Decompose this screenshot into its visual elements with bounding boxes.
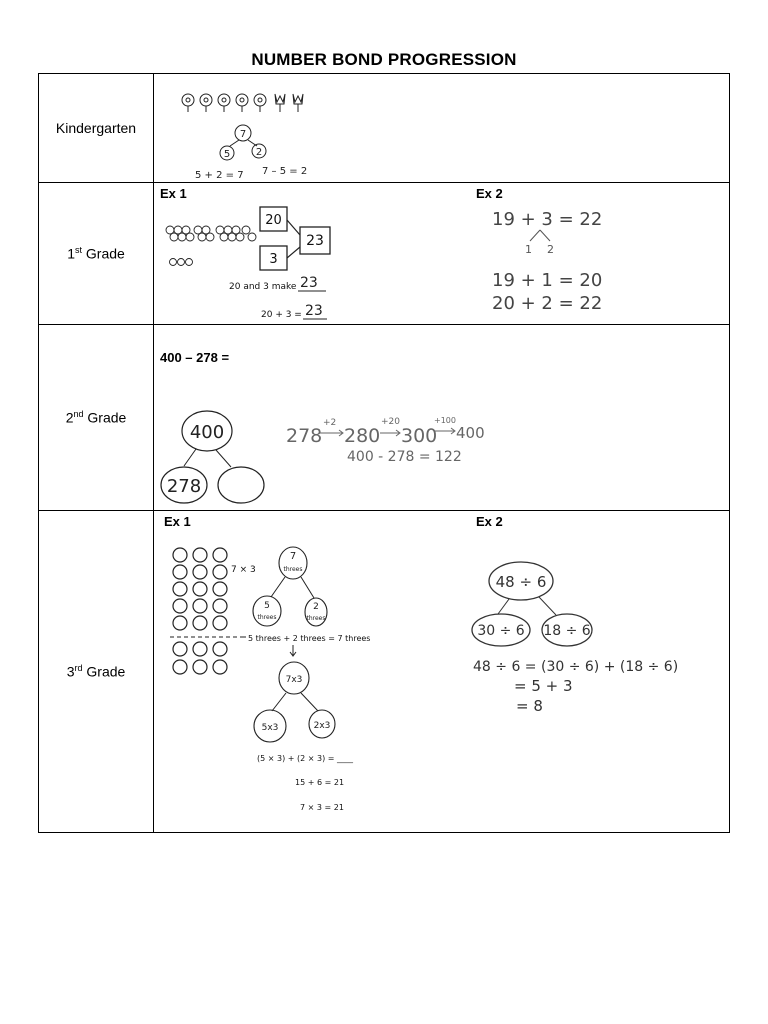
- grade-label-kindergarten: Kindergarten: [39, 74, 154, 183]
- 2nd-grade-number-bond: [154, 325, 730, 510]
- page-title: NUMBER BOND PROGRESSION: [251, 50, 517, 69]
- ex2-label: Ex 2: [476, 186, 503, 201]
- box-20-value: 20: [265, 213, 282, 228]
- addition-sentence-answer: 23: [305, 303, 323, 319]
- whole-value: 400: [189, 422, 225, 443]
- row-2nd-grade: [39, 325, 730, 511]
- problem-statement: 400 – 278 =: [160, 350, 230, 365]
- chain-end: 400: [456, 424, 485, 442]
- kindergarten-example-cell: [154, 74, 730, 183]
- threes-sentence: 5 threes + 2 threes = 7 threes: [248, 634, 371, 643]
- threes-part-2-sub: threes: [306, 615, 326, 622]
- addition-sentence: 20 + 3 =: [261, 310, 302, 320]
- ex2-part-1: 1: [525, 243, 532, 256]
- row-1st-grade: [39, 183, 730, 325]
- result-equation: 7 × 3 = 21: [300, 803, 344, 812]
- box-3-value: 3: [269, 252, 278, 267]
- grade-ordinal: rd: [74, 663, 83, 674]
- product-part-1-value: 5x3: [261, 723, 279, 733]
- array-label: 7 × 3: [231, 565, 256, 575]
- chain-step-1: +2: [323, 418, 337, 428]
- grape-icons: [166, 226, 256, 266]
- grade-label-1st: [39, 183, 154, 325]
- distributive-equation: (5 × 3) + (2 × 3) = ____: [257, 754, 353, 763]
- part-value-1: 5: [223, 149, 231, 160]
- threes-part-2-value: 2: [313, 602, 319, 612]
- division-whole-value: 48 ÷ 6: [495, 573, 547, 591]
- whole-value: 7: [239, 129, 247, 140]
- ex2-part-2: 2: [547, 243, 554, 256]
- chain-step-3: +100: [434, 416, 456, 425]
- ex1-label: Ex 1: [160, 186, 187, 201]
- grade-ordinal: nd: [73, 409, 84, 420]
- 3rd-grade-example-cell: [154, 511, 730, 833]
- box-23-value: 23: [306, 233, 324, 249]
- threes-part-1-sub: threes: [257, 614, 277, 621]
- grade-number: 2: [65, 409, 74, 426]
- grade-number: 3: [66, 663, 75, 680]
- chain-step-2: +20: [381, 417, 400, 427]
- grade-label-2nd: [39, 325, 154, 511]
- grade-ordinal: st: [74, 245, 82, 256]
- grade-word: Grade: [86, 663, 126, 680]
- flower-icons: [182, 94, 303, 112]
- 2nd-grade-example-cell: [154, 325, 730, 511]
- ex2-equation-2: 19 + 1 = 20: [492, 270, 603, 291]
- kindergarten-number-bond: [154, 74, 730, 182]
- addition-sentence: 5 + 2 = 7: [195, 170, 244, 181]
- product-part-2-value: 2x3: [313, 721, 331, 731]
- ex2-label: Ex 2: [476, 514, 503, 529]
- chain-second: 280: [344, 425, 381, 447]
- 1st-grade-number-bonds: [154, 183, 730, 324]
- make-sentence-answer: 23: [300, 275, 318, 291]
- grade-number: 1: [67, 245, 75, 262]
- progression-table: [38, 73, 730, 833]
- grade-word: Grade: [85, 245, 125, 262]
- threes-whole-sub: threes: [283, 566, 303, 573]
- division-equation-2: = 5 + 3: [514, 677, 573, 695]
- part-value-1: 278: [166, 476, 202, 497]
- division-equation-3: = 8: [516, 697, 543, 715]
- array-circles: [173, 548, 227, 674]
- row-3rd-grade: [39, 511, 730, 833]
- subtraction-sentence: 7 – 5 = 2: [262, 166, 308, 177]
- division-part-2-value: 18 ÷ 6: [543, 623, 591, 639]
- part-value-2: 2: [255, 147, 263, 158]
- division-part-1-value: 30 ÷ 6: [477, 623, 525, 639]
- part-circle-2-empty: [218, 467, 264, 503]
- answer-equation: 400 - 278 = 122: [347, 449, 462, 465]
- make-sentence: 20 and 3 make: [229, 282, 297, 292]
- sum-equation: 15 + 6 = 21: [295, 778, 345, 787]
- ex2-equation-1: 19 + 3 = 22: [492, 209, 603, 230]
- chain-start: 278: [286, 425, 323, 447]
- ex2-equation-3: 20 + 2 = 22: [492, 293, 603, 314]
- division-equation-1: 48 ÷ 6 = (30 ÷ 6) + (18 ÷ 6): [473, 659, 679, 675]
- product-whole-value: 7x3: [285, 675, 303, 685]
- threes-part-1-value: 5: [264, 601, 270, 611]
- row-kindergarten: [39, 74, 730, 183]
- 1st-grade-example-cell: [154, 183, 730, 325]
- chain-third: 300: [401, 425, 438, 447]
- grade-word: Grade: [87, 409, 127, 426]
- threes-whole-value: 7: [289, 551, 297, 562]
- ex1-label: Ex 1: [164, 514, 191, 529]
- grade-label-3rd: [39, 511, 154, 833]
- 3rd-grade-number-bonds: [154, 511, 730, 832]
